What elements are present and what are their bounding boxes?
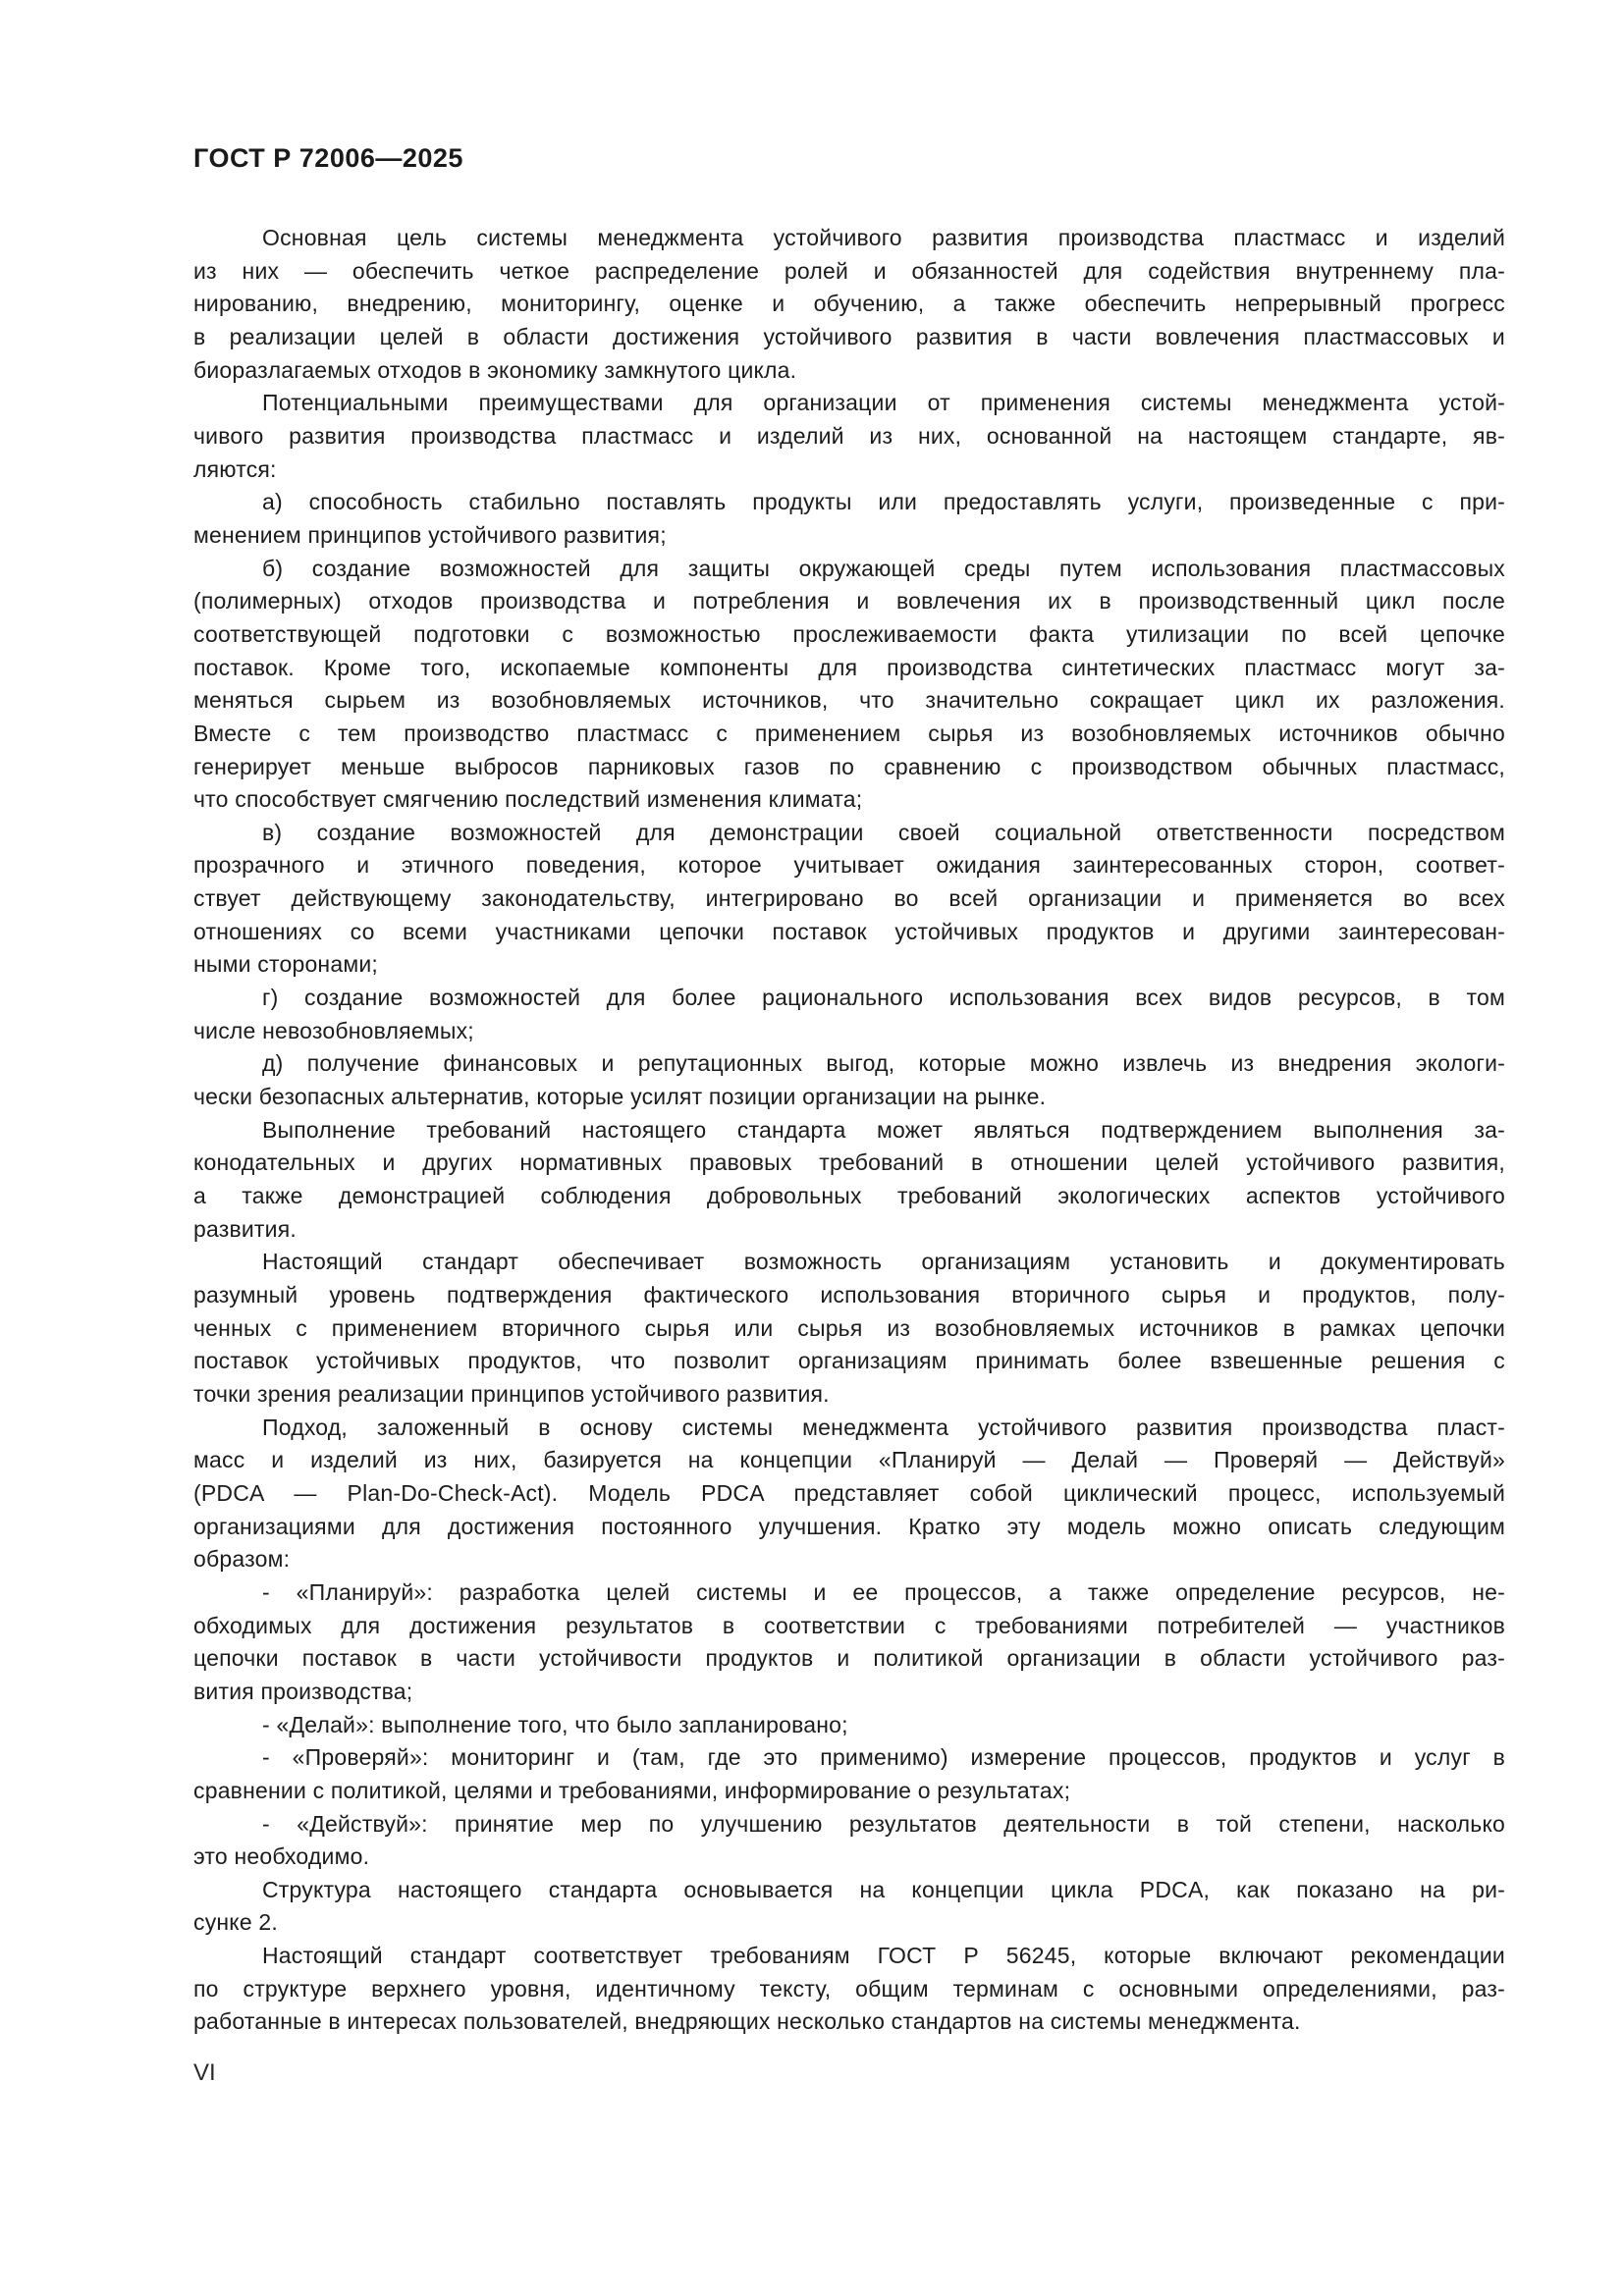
text-line: Выполнение требований настоящего стандарта может являться подтверждением выполнения за- <box>262 1116 1505 1143</box>
text-line: биоразлагаемых отходов в экономику замкнутого цикла. <box>193 356 797 383</box>
text-line: Настоящий стандарт обеспечивает возможность организациям установить и документировать <box>262 1249 1505 1275</box>
text-line: работанные в интересах пользователей, внедряющих несколько стандартов на системы менеджмента. <box>193 2008 1301 2035</box>
text-line: меняться сырьем из возобновляемых источников, что значительно сокращает цикл их разложения. <box>193 687 1505 714</box>
text-line: - «Планируй»: разработка целей системы и ее процессов, а также определение ресурсов, не- <box>262 1578 1505 1605</box>
text-line: д) получение финансовых и репутационных выгод, которые можно извлечь из внедрения экологи- <box>262 1050 1505 1077</box>
text-line: Настоящий стандарт соответствует требованиям ГОСТ Р 56245, которые включают рекомендации <box>262 1943 1505 1969</box>
text-line: ствует действующему законодательству, интегрировано во всей организации и применяется во всех <box>193 885 1505 912</box>
text-line: конодательных и других нормативных правовых требований в отношении целей устойчивого развития, <box>193 1149 1505 1176</box>
text-line: Потенциальными преимуществами для организации от применения системы менеджмента устой- <box>262 390 1505 416</box>
text-line: - «Делай»: выполнение того, что было запланировано; <box>262 1711 848 1737</box>
text-line: числе невозобновляемых; <box>193 1017 474 1043</box>
document-code-header: ГОСТ Р 72006—2025 <box>193 143 463 173</box>
text-line: вития производства; <box>193 1678 413 1704</box>
document-body <box>193 222 1505 2039</box>
text-line: соответствующей подготовки с возможностью прослеживаемости факта утилизации по всей цепочке <box>193 620 1505 647</box>
text-line: Вместе с тем производство пластмасс с применением сырья из возобновляемых источников обычно <box>193 720 1505 746</box>
text-line: в) создание возможностей для демонстрации своей социальной ответственности посредством <box>262 819 1505 845</box>
text-line: разумный уровень подтверждения фактического использования вторичного сырья и продуктов, полу- <box>193 1282 1505 1308</box>
text-line: отношениях со всеми участниками цепочки поставок устойчивых продуктов и другими заинтересован- <box>193 918 1505 944</box>
text-line: точки зрения реализации принципов устойчивого развития. <box>193 1380 830 1407</box>
text-line: что способствует смягчению последствий изменения климата; <box>193 786 863 813</box>
text-line: ными сторонами; <box>193 951 378 978</box>
text-line: а) способность стабильно поставлять продукты или предоставлять услуги, произведенные с при- <box>262 489 1505 515</box>
text-line: из них — обеспечить четкое распределение ролей и обязанностей для содействия внутреннему пла- <box>193 257 1505 284</box>
text-line: чивого развития производства пластмасс и изделий из них, основанной на настоящем стандарте, яв- <box>193 422 1505 449</box>
text-line: обходимых для достижения результатов в соответствии с требованиями потребителей — участников <box>193 1612 1505 1638</box>
text-line: организациями для достижения постоянного улучшения. Кратко эту модель можно описать следующим <box>193 1513 1505 1539</box>
text-line: поставок устойчивых продуктов, что позволит организациям принимать более взвешенные решения с <box>193 1348 1505 1374</box>
text-line: б) создание возможностей для защиты окружающей среды путем использования пластмассовых <box>262 555 1505 581</box>
text-line: - «Проверяй»: мониторинг и (там, где это применимо) измерение процессов, продуктов и услуг в <box>262 1744 1505 1771</box>
text-line: а также демонстрацией соблюдения добровольных требований экологических аспектов устойчивого <box>193 1183 1505 1209</box>
text-line: г) создание возможностей для более рационального использования всех видов ресурсов, в том <box>262 985 1505 1011</box>
text-line: по структуре верхнего уровня, идентичному тексту, общим терминам с основными определениями, раз- <box>193 1975 1505 2002</box>
text-line: это необходимо. <box>193 1843 370 1870</box>
text-line: Основная цель системы менеджмента устойчивого развития производства пластмасс и изделий <box>262 225 1505 250</box>
text-line: в реализации целей в области достижения устойчивого развития в части вовлечения пластмассовых и <box>193 323 1505 349</box>
text-line: масс и изделий из них, базируется на концепции «Планируй — Делай — Проверяй — Действуй» <box>193 1447 1505 1473</box>
text-line: развития. <box>193 1215 297 1242</box>
text-line: Подход, заложенный в основу системы менеджмента устойчивого развития производства пласт- <box>262 1414 1505 1440</box>
text-line: генерирует меньше выбросов парниковых газов по сравнению с производством обычных пластмасс, <box>193 753 1505 779</box>
text-line: сравнении с политикой, целями и требованиями, информирование о результатах; <box>193 1777 1071 1803</box>
text-line: менением принципов устойчивого развития; <box>193 521 667 548</box>
text-line: поставок. Кроме того, ископаемые компоненты для производства синтетических пластмасс могут за- <box>193 654 1505 680</box>
text-line: - «Действуй»: принятие мер по улучшению результатов деятельности в той степени, насколько <box>262 1810 1505 1837</box>
text-line: нированию, внедрению, мониторингу, оценке и обучению, а также обеспечить непрерывный прогресс <box>193 291 1505 317</box>
text-line: ченных с применением вторичного сырья или сырья из возобновляемых источников в рамках цепочки <box>193 1314 1505 1341</box>
text-line: (полимерных) отходов производства и потребления и вовлечения их в производственный цикл после <box>193 588 1505 614</box>
text-line: цепочки поставок в части устойчивости продуктов и политикой организации в области устойчивого раз- <box>193 1645 1505 1672</box>
text-line: прозрачного и этичного поведения, которое учитывает ожидания заинтересованных сторон, соответ- <box>193 852 1505 879</box>
text-line: Структура настоящего стандарта основывается на концепции цикла PDCA, как показано на ри- <box>262 1876 1505 1902</box>
text-line: чески безопасных альтернатив, которые усилят позиции организации на рынке. <box>193 1084 1047 1110</box>
text-line: образом: <box>193 1546 291 1573</box>
text-line: сунке 2. <box>193 1909 278 1936</box>
text-line: ляются: <box>193 455 277 482</box>
text-line: (PDCA — Plan-Do-Check-Act). Модель PDCA представляет собой циклический процесс, используемый <box>193 1479 1505 1506</box>
page-number: VI <box>193 2059 216 2086</box>
